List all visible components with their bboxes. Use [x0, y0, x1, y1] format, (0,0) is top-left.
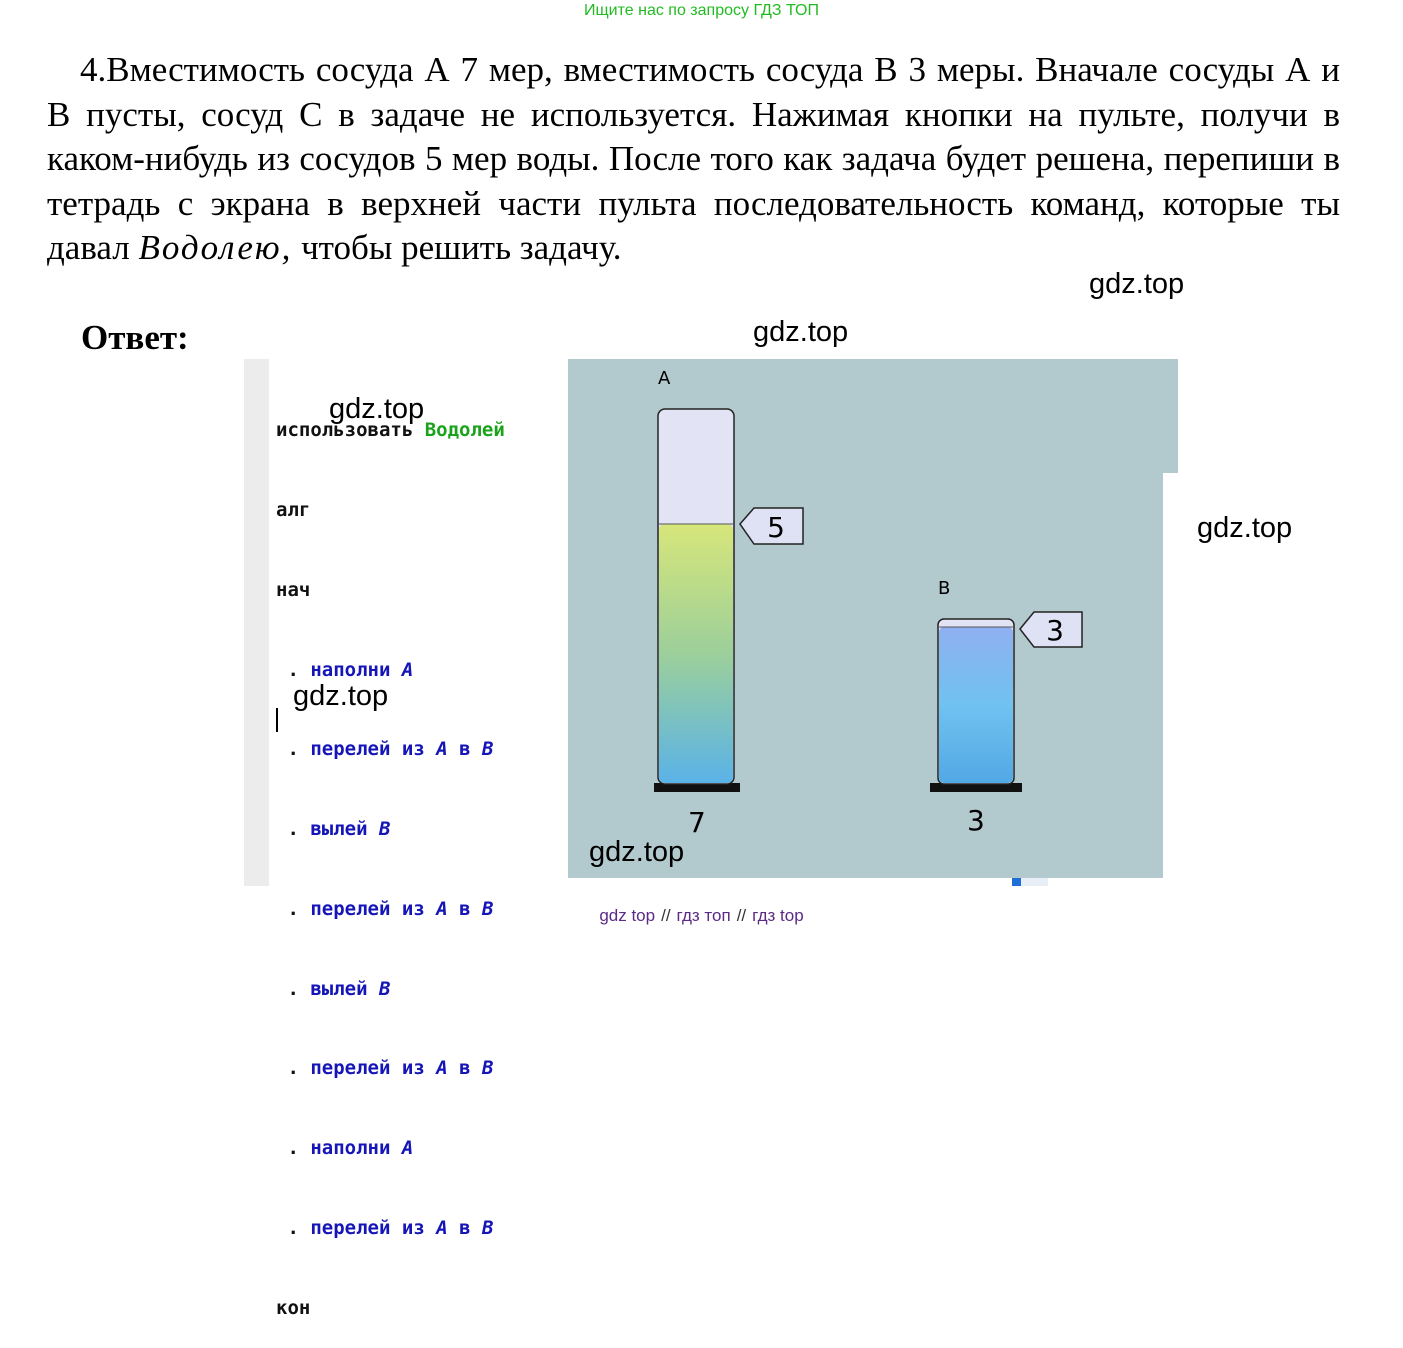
- watermark: gdz.top: [293, 680, 389, 712]
- vessel-b-level-label: 3: [1046, 614, 1064, 647]
- program-code: [276, 364, 505, 1348]
- code-line-cmd: . перелей из A в B: [287, 738, 494, 761]
- task-text: [47, 48, 1340, 271]
- watermark: gdz.top: [589, 836, 685, 868]
- bottom-link[interactable]: gdz top: [599, 906, 656, 925]
- code-line-use: использовать Водолей: [276, 419, 505, 442]
- code-line-cmd: . вылей B: [287, 818, 391, 841]
- vessels-drawing: [568, 359, 1178, 878]
- bottom-link[interactable]: гдз топ: [676, 906, 731, 925]
- code-line-begin: нач: [276, 578, 311, 601]
- horizontal-scrollbar[interactable]: [1012, 878, 1048, 886]
- vessel-a-name: A: [658, 368, 671, 389]
- code-line-cmd: . перелей из A в B: [287, 1217, 494, 1239]
- vessel-a-capacity: 7: [688, 806, 706, 839]
- code-line-alg: алг: [276, 498, 311, 521]
- editor-gutter: [244, 359, 269, 886]
- vessel-b-water: [939, 627, 1013, 783]
- task-text-main: 4.Вместимость сосуда А 7 мер, вместимость сосуда В 3 меры. Вначале сосуды А и В пусты, сосуд С в задаче не используется. Нажимая кнопки на пульте, получи в каком-нибудь из сосудов 5 мер воды. После того как задача будет решена, перепиши в тетрадь с экрана в верхней части пульта последовательность команд, которые ты давал: [47, 50, 1340, 267]
- executor-name: Водолей: [424, 419, 505, 442]
- vessel-b-name: B: [938, 578, 951, 599]
- code-line-cmd: . вылей B: [287, 977, 391, 1000]
- watermark: gdz.top: [1197, 512, 1293, 544]
- code-line-end: кон: [276, 1296, 311, 1319]
- scrollbar-thumb[interactable]: [1012, 878, 1021, 886]
- task-executor-name: Водолею,: [138, 228, 293, 267]
- watermark: gdz.top: [1089, 268, 1185, 300]
- vessel-b-capacity: 3: [967, 804, 985, 837]
- answer-label: Ответ:: [81, 318, 189, 357]
- code-line-cmd: . наполни A: [287, 658, 414, 681]
- code-line-cmd: . наполни A: [287, 1137, 414, 1160]
- watermark: gdz.top: [329, 393, 425, 425]
- top-banner: Ищите нас по запросу ГДЗ ТОП: [584, 2, 819, 19]
- code-line-cmd: . перелей из A в B: [287, 1057, 494, 1080]
- vessel-a-level-label: 5: [767, 511, 785, 544]
- bottom-links: gdz top // гдз топ // гдз top: [599, 906, 804, 925]
- vessel-a: [654, 409, 803, 792]
- code-line-cmd: . перелей из A в B: [287, 897, 494, 920]
- watermark: gdz.top: [753, 316, 849, 348]
- task-text-end: чтобы решить задачу.: [292, 228, 622, 267]
- bottom-link[interactable]: гдз top: [752, 906, 804, 925]
- text-cursor: [276, 708, 278, 732]
- vessel-a-water: [659, 524, 733, 783]
